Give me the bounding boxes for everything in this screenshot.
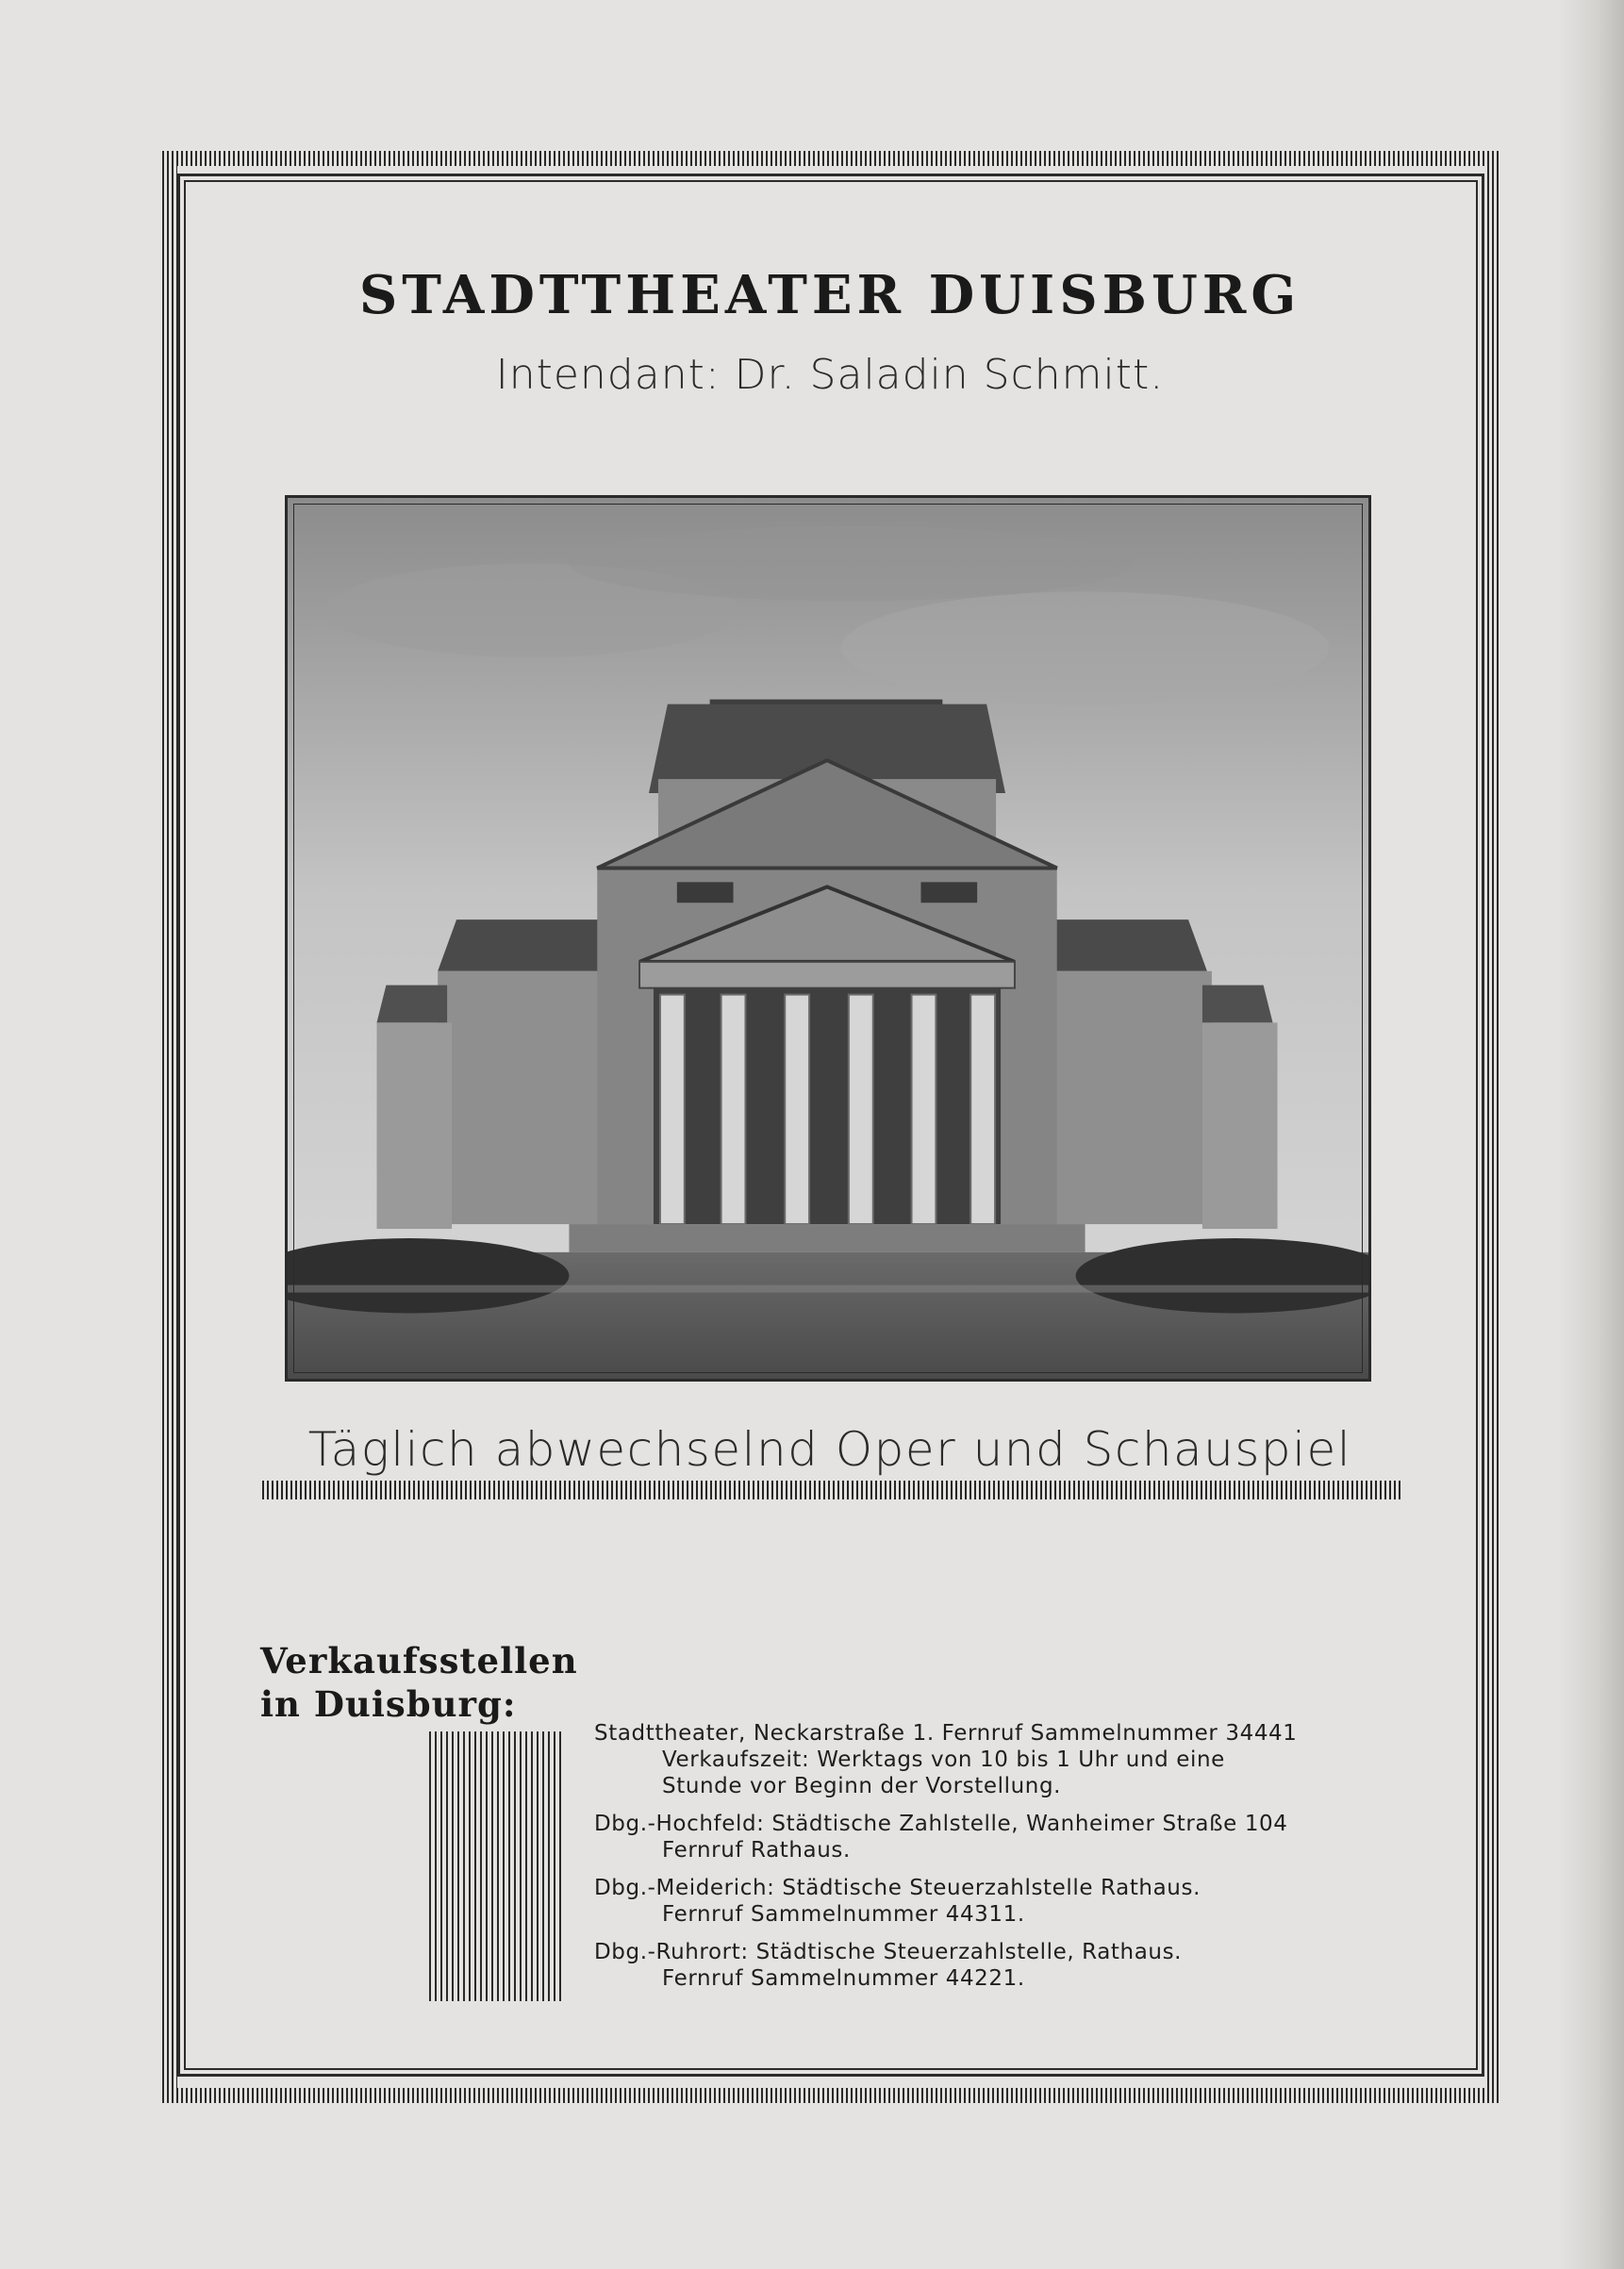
tagline: Täglich abwechselnd Oper und Schauspiel <box>307 1422 1352 1477</box>
sales-heading-line2: in Duisburg: <box>260 1683 517 1725</box>
tagline-hatched-rule <box>262 1481 1403 1499</box>
sales-heading <box>260 1639 578 1726</box>
right-wing-roof <box>1043 919 1207 971</box>
left-wing-roof <box>438 919 602 971</box>
entry-line: Dbg.-Ruhrort: Städtische Steuerzahlstelle, Rathaus. <box>594 1940 1183 1964</box>
list-item <box>594 1875 1424 1928</box>
left-wing <box>438 971 611 1224</box>
entry-line: Stadttheater, Neckarstraße 1. Fernruf Sammelnummer 34441 <box>594 1721 1298 1746</box>
entry-line: Dbg.-Hochfeld: Städtische Zahlstelle, Wanheimer Straße 104 <box>594 1812 1288 1836</box>
entry-line: Dbg.-Meiderich: Städtische Steuerzahlstelle Rathaus. <box>594 1876 1201 1900</box>
entry-line: Fernruf Sammelnummer 44221. <box>662 1966 1025 1991</box>
theater-illustration <box>288 498 1368 1379</box>
intendant-line: Intendant: Dr. Saladin Schmitt. <box>495 351 1165 399</box>
steps <box>569 1224 1085 1252</box>
right-wing <box>1038 971 1212 1224</box>
entry-line: Fernruf Rathaus. <box>662 1838 851 1863</box>
entry-line: Stunde vor Beginn der Vorstellung. <box>662 1774 1062 1798</box>
vertical-line-ornament <box>429 1731 561 2001</box>
sales-locations-list <box>594 1720 1424 2003</box>
portico-shadow <box>654 988 1001 1224</box>
sales-heading-line1: Verkaufsstellen <box>260 1640 578 1681</box>
page-title: STADTTHEATER DUISBURG <box>358 264 1301 326</box>
list-item <box>594 1939 1424 1992</box>
page-edge <box>1558 0 1624 2269</box>
entry-line: Verkaufszeit: Werktags von 10 bis 1 Uhr und eine <box>662 1747 1225 1772</box>
entry-line: Fernruf Sammelnummer 44311. <box>662 1902 1025 1927</box>
theater-building-photo <box>285 495 1371 1382</box>
list-item <box>594 1811 1424 1863</box>
list-item <box>594 1720 1424 1799</box>
